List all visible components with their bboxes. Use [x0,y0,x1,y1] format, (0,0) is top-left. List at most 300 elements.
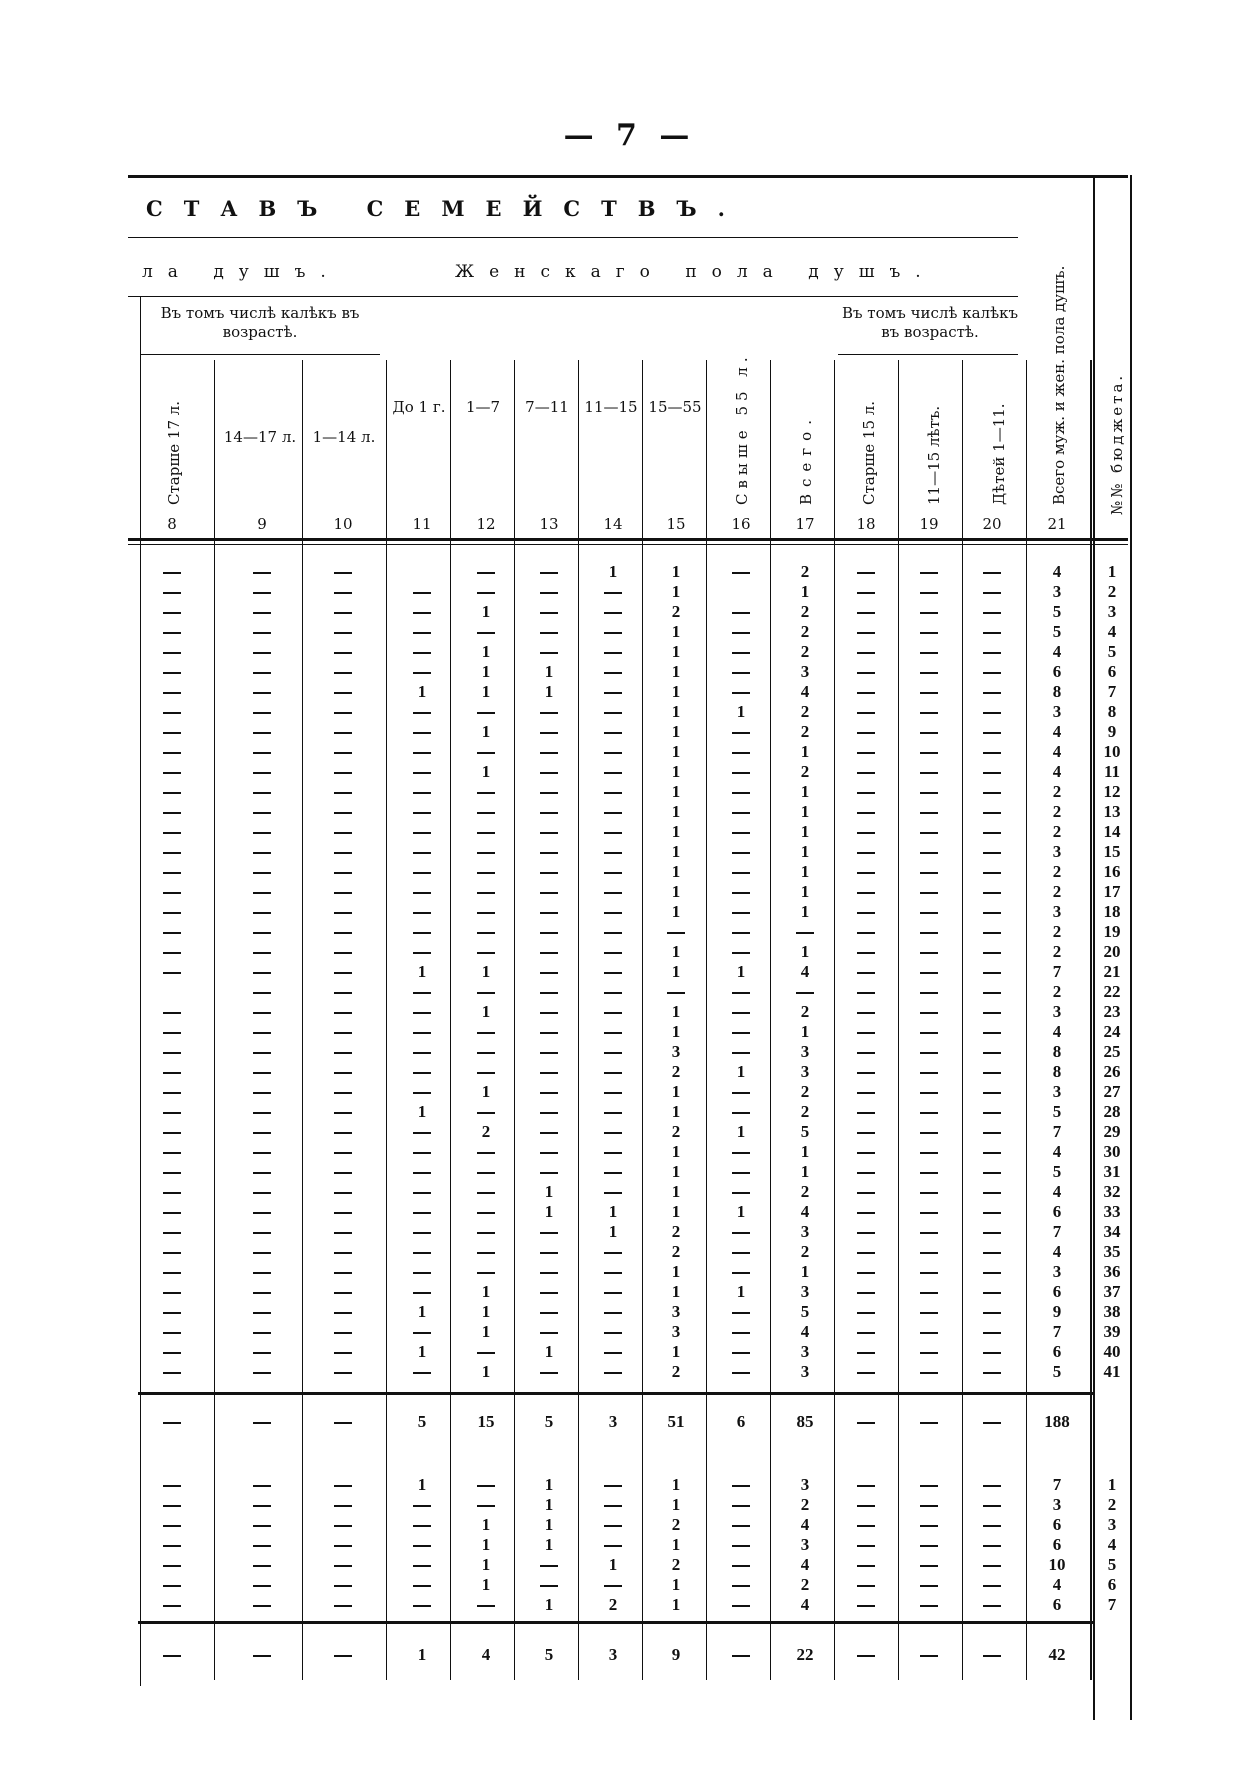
dash-mark [540,612,558,614]
table-cell: 1 [481,1535,491,1554]
dash-mark [540,792,558,794]
dash-mark [732,952,750,954]
table-cell [964,1475,1020,1495]
table-cell [901,1182,957,1202]
table-cell [964,702,1020,722]
table-row [0,1262,1259,1282]
table-cell [713,922,769,942]
table-cell [713,742,769,762]
dash-mark [413,1505,431,1507]
table-cell: 3 [1052,702,1062,721]
table-cell: 4 [1052,722,1062,741]
dash-mark [413,612,431,614]
dash-mark [253,1172,271,1174]
table-cell [585,1162,641,1182]
table-cell: 27 [1103,1082,1121,1101]
dash-mark [163,972,181,974]
dash-mark [163,1092,181,1094]
table-cell: 2 [1052,822,1062,841]
table-cell [394,1262,450,1282]
dash-mark [732,1312,750,1314]
dash-mark [540,992,558,994]
table-cell: 1 [608,1222,618,1241]
table-cell [964,1062,1020,1082]
dash-mark [920,712,938,714]
dash-mark [163,1565,181,1567]
dash-mark [920,1372,938,1374]
table-cell [838,1302,894,1322]
dash-mark [983,1585,1001,1587]
dash-mark [253,1112,271,1114]
dash-mark [920,992,938,994]
dash-mark [477,852,495,854]
table-cell [713,1182,769,1202]
table-cell [458,842,514,862]
table-cell: 9 [671,1645,681,1664]
table-cell: 6 [1052,1535,1062,1554]
dash-mark [334,1605,352,1607]
table-cell [964,862,1020,882]
table-cell [585,902,641,922]
table-cell [964,602,1020,622]
dash-mark [334,1655,352,1657]
dash-mark [604,612,622,614]
dash-mark [983,1565,1001,1567]
dash-mark [920,1312,938,1314]
dash-mark [857,1422,875,1424]
table-cell [234,1575,290,1595]
table-cell: 1 [671,782,681,801]
table-cell [315,1182,371,1202]
dash-mark [163,572,181,574]
dash-mark [732,752,750,754]
dash-mark [334,1505,352,1507]
dash-mark [920,952,938,954]
table-cell [315,702,371,722]
table-cell: 31 [1103,1162,1121,1181]
table-cell: 1 [608,1202,618,1221]
table-cell [394,862,450,882]
table-cell [234,682,290,702]
table-cell: 6 [1052,1515,1062,1534]
dash-mark [983,1272,1001,1274]
table-cell [234,1122,290,1142]
dash-mark [857,1485,875,1487]
col-11-label: До 1 г. [392,398,446,416]
table-cell [838,1122,894,1142]
table-cell [521,1282,577,1302]
table-cell [315,1262,371,1282]
dash-mark [540,1032,558,1034]
dash-mark [163,1052,181,1054]
table-cell [234,1555,290,1575]
table-cell: 1 [417,1302,427,1321]
table-cell [315,722,371,742]
dash-mark [253,692,271,694]
table-cell [585,1302,641,1322]
table-cell [234,1495,290,1515]
table-cell: 1 [671,1282,681,1301]
dash-mark [732,832,750,834]
dash-mark [540,1565,558,1567]
dash-mark [920,1172,938,1174]
table-cell [521,1162,577,1182]
table-cell [901,1022,957,1042]
table-cell [901,742,957,762]
table-cell [964,1302,1020,1322]
dash-mark [732,1525,750,1527]
dash-mark [540,632,558,634]
dash-mark [920,592,938,594]
table-cell [901,782,957,802]
table-cell: 3 [800,1342,810,1361]
dash-mark [920,1525,938,1527]
dash-mark [163,1585,181,1587]
dash-mark [540,1232,558,1234]
dash-mark [667,932,685,934]
table-cell: 1 [481,1002,491,1021]
dash-mark [983,1012,1001,1014]
table-cell [901,1342,957,1362]
table-cell [144,1645,200,1665]
table-row [0,1222,1259,1242]
dash-mark [163,1212,181,1214]
table-cell [521,862,577,882]
dash-mark [253,772,271,774]
dash-mark [163,1192,181,1194]
total-label: Всего муж. и жен. пола душъ. [1050,265,1068,505]
table-cell [838,1202,894,1222]
table-cell [144,1282,200,1302]
rule-title [128,237,1018,238]
dash-mark [983,1232,1001,1234]
table-cell: 1 [417,682,427,701]
table-cell [964,742,1020,762]
table-cell [901,1645,957,1665]
dash-mark [604,1312,622,1314]
table-cell [838,1342,894,1362]
table-cell: 1 [736,1062,746,1081]
table-cell: 3 [608,1645,618,1664]
table-cell: 1 [800,1162,810,1181]
dash-mark [983,792,1001,794]
dash-mark [413,752,431,754]
table-cell [901,1142,957,1162]
table-cell [144,1302,200,1322]
dash-mark [163,1032,181,1034]
dash-mark [334,652,352,654]
table-cell: 1 [671,642,681,661]
column-number-13: 13 [539,515,559,533]
table-cell [585,1575,641,1595]
dash-mark [334,992,352,994]
dash-mark [983,892,1001,894]
table-cell: 1 [671,1182,681,1201]
dash-mark [540,1092,558,1094]
table-cell [713,1535,769,1555]
table-cell [458,1102,514,1122]
dash-mark [857,652,875,654]
dash-mark [983,652,1001,654]
table-cell [901,1535,957,1555]
dash-mark [477,832,495,834]
dash-mark [163,952,181,954]
table-cell: 28 [1103,1102,1121,1121]
dash-mark [732,872,750,874]
table-cell: 1 [481,762,491,781]
rule-header-bottom-2 [128,544,1128,545]
dash-mark [477,1352,495,1354]
table-cell [144,662,200,682]
dash-mark [540,1012,558,1014]
table-row [0,762,1259,782]
table-cell [838,582,894,602]
dash-mark [334,572,352,574]
table-cell [394,882,450,902]
female-cripples-heading: Въ томъ числѣ калѣкъ въ возрастѣ. [841,304,1019,341]
table-row [0,1022,1259,1042]
table-cell [394,982,450,1002]
dash-mark [477,752,495,754]
table-cell [458,1595,514,1615]
table-cell [315,582,371,602]
table-cell [901,1575,957,1595]
table-row [0,1362,1259,1382]
dash-mark [163,1132,181,1134]
table-cell: 7 [1107,1595,1117,1614]
table-cell: 16 [1103,862,1121,881]
dash-mark [334,1092,352,1094]
table-cell [315,1342,371,1362]
dash-mark [334,772,352,774]
dash-mark [163,712,181,714]
table-cell [144,702,200,722]
dash-mark [253,792,271,794]
dash-mark [253,572,271,574]
table-cell [234,622,290,642]
table-cell [838,702,894,722]
dash-mark [983,1092,1001,1094]
dash-mark [983,1332,1001,1334]
dash-mark [163,612,181,614]
table-cell: 33 [1103,1202,1121,1221]
table-cell: 5 [800,1302,810,1321]
table-cell: 2 [671,1242,681,1261]
dash-mark [540,592,558,594]
table-cell [315,1302,371,1322]
table-cell [394,1362,450,1382]
table-cell [585,1242,641,1262]
dash-mark [983,1545,1001,1547]
dash-mark [253,932,271,934]
table-cell: 2 [671,1362,681,1381]
table-cell: 12 [1103,782,1121,801]
dash-mark [732,1585,750,1587]
table-cell [521,1242,577,1262]
table-cell [838,1535,894,1555]
table-cell [458,1495,514,1515]
table-cell [458,1182,514,1202]
dash-mark [983,932,1001,934]
dash-mark [163,1172,181,1174]
dash-mark [920,1422,938,1424]
total-row [0,1412,1259,1432]
dash-mark [163,1012,181,1014]
table-row [0,742,1259,762]
section2-total-rule [138,1621,1093,1624]
table-cell [521,1302,577,1322]
table-cell: 2 [800,1495,810,1514]
dash-mark [857,1372,875,1374]
dash-mark [857,1132,875,1134]
table-row [0,1555,1259,1575]
dash-mark [857,1012,875,1014]
table-cell: 4 [1052,562,1062,581]
dash-mark [253,912,271,914]
table-cell [713,1645,769,1665]
dash-mark [163,872,181,874]
table-cell: 4 [1052,742,1062,761]
dash-mark [540,1072,558,1074]
table-cell [713,1302,769,1322]
table-cell: 3 [608,1412,618,1431]
dash-mark [413,1585,431,1587]
dash-mark [732,912,750,914]
table-cell: 1 [608,1555,618,1574]
dash-mark [413,1605,431,1607]
table-cell [315,822,371,842]
dash-mark [413,712,431,714]
table-cell [234,842,290,862]
dash-mark [253,752,271,754]
table-cell [964,1102,1020,1122]
table-cell [838,1162,894,1182]
column-number-17: 17 [795,515,815,533]
table-cell: 1 [671,1102,681,1121]
table-cell: 4 [1107,622,1117,641]
table-cell: 8 [1052,1062,1062,1081]
table-cell [964,1202,1020,1222]
dash-mark [983,1112,1001,1114]
column-number-21: 21 [1047,515,1067,533]
dash-mark [983,1655,1001,1657]
table-cell [901,702,957,722]
table-cell: 37 [1103,1282,1121,1301]
dash-mark [163,1485,181,1487]
table-cell [585,822,641,842]
table-cell [234,1202,290,1222]
dash-mark [334,952,352,954]
table-cell [234,942,290,962]
table-cell [964,722,1020,742]
table-cell [585,1362,641,1382]
table-cell [394,702,450,722]
dash-mark [604,932,622,934]
table-cell [144,1262,200,1282]
table-cell: 23 [1103,1002,1121,1021]
table-row [0,582,1259,602]
dash-mark [163,632,181,634]
table-cell [901,1302,957,1322]
table-cell [315,1082,371,1102]
table-cell [585,1495,641,1515]
dash-mark [604,912,622,914]
table-cell: 1 [671,742,681,761]
table-cell [521,782,577,802]
table-cell [901,822,957,842]
table-cell [964,1535,1020,1555]
dash-mark [732,1372,750,1374]
table-cell [315,1222,371,1242]
table-cell [838,822,894,842]
column-number-15: 15 [666,515,686,533]
table-cell: 24 [1103,1022,1121,1041]
table-cell [901,1412,957,1432]
col-19-label: 11—15 лѣтъ. [925,405,943,505]
table-cell: 2 [1052,862,1062,881]
dash-mark [334,932,352,934]
table-row [0,1062,1259,1082]
table-cell [901,1595,957,1615]
dash-mark [920,1132,938,1134]
table-cell [394,922,450,942]
dash-mark [334,892,352,894]
table-cell [234,1182,290,1202]
table-cell [713,1002,769,1022]
table-cell [521,1142,577,1162]
dash-mark [604,892,622,894]
table-cell [315,1535,371,1555]
dash-mark [732,772,750,774]
table-cell [838,1102,894,1122]
dash-mark [732,1605,750,1607]
table-cell [713,822,769,842]
table-cell [585,1182,641,1202]
table-row [0,642,1259,662]
table-cell [521,602,577,622]
dash-mark [477,792,495,794]
dash-mark [334,732,352,734]
table-cell [585,622,641,642]
dash-mark [857,1525,875,1527]
table-cell: 1 [671,842,681,861]
table-cell: 3 [1052,1002,1062,1021]
table-cell: 2 [1052,882,1062,901]
dash-mark [604,752,622,754]
dash-mark [920,732,938,734]
table-cell [521,1322,577,1342]
dash-mark [983,852,1001,854]
table-cell: 1 [671,1262,681,1281]
table-cell [521,702,577,722]
table-cell [713,1595,769,1615]
table-cell [901,642,957,662]
dash-mark [334,592,352,594]
table-cell [964,1122,1020,1142]
table-cell [521,902,577,922]
dash-mark [253,1192,271,1194]
table-cell: 51 [667,1412,685,1431]
table-cell [838,1575,894,1595]
dash-mark [163,812,181,814]
dash-mark [857,1565,875,1567]
table-cell [964,822,1020,842]
table-cell [394,842,450,862]
dash-mark [857,892,875,894]
table-cell: 1 [671,862,681,881]
dash-mark [604,1112,622,1114]
table-cell [713,562,769,582]
